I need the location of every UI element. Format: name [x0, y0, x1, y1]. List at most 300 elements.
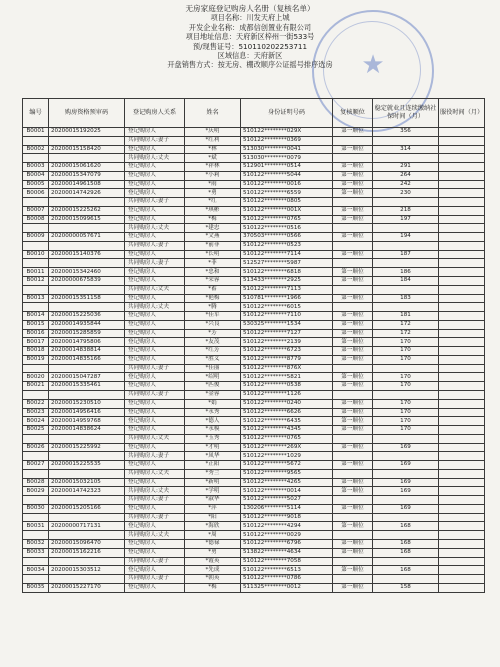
cell-social-security-months: 170	[373, 347, 439, 356]
cell-service-months	[439, 417, 485, 426]
cell-name: *梅	[185, 583, 241, 592]
cell-relation: 登记购房人	[125, 171, 185, 180]
cell-relation: 登记购房人	[125, 539, 185, 548]
table-row	[23, 241, 485, 250]
cell-name: *雨	[185, 180, 241, 189]
cell-name: *菲	[185, 259, 241, 268]
cell-name: *凤华	[185, 452, 241, 461]
cell-service-months	[439, 145, 485, 154]
cell-number: B0002	[23, 145, 49, 154]
table-row	[23, 347, 485, 356]
table-row	[23, 513, 485, 522]
cell-service-months	[439, 312, 485, 321]
cell-precheck-code: 20200015230510	[49, 399, 125, 408]
cell-social-security-months: 170	[373, 373, 439, 382]
cell-precheck-code	[49, 452, 125, 461]
col-header-id-number: 身份证明号码	[241, 99, 333, 128]
table-row	[23, 443, 485, 452]
cell-priority	[333, 434, 373, 443]
table-row	[23, 531, 485, 540]
cell-name: *学明	[185, 487, 241, 496]
cell-social-security-months	[373, 364, 439, 373]
cell-service-months	[439, 189, 485, 198]
cell-precheck-code: 20200015225262	[49, 206, 125, 215]
cell-name: *胜义	[185, 355, 241, 364]
cell-number	[23, 224, 49, 233]
cell-relation: 登记购房人	[125, 504, 185, 513]
cell-name: *金蓉	[185, 390, 241, 399]
cell-number: B0022	[23, 399, 49, 408]
cell-number	[23, 198, 49, 207]
table-row	[23, 320, 485, 329]
cell-id-number: 510122********5027	[241, 496, 333, 505]
cell-number: B0006	[23, 189, 49, 198]
cell-precheck-code	[49, 531, 125, 540]
cell-social-security-months	[373, 303, 439, 312]
cell-number: B0018	[23, 347, 49, 356]
cell-name: *佳丽	[185, 364, 241, 373]
table-row	[23, 469, 485, 478]
cell-precheck-code	[49, 513, 125, 522]
cell-service-months	[439, 531, 485, 540]
cell-service-months	[439, 250, 485, 259]
cell-priority	[333, 303, 373, 312]
cell-service-months	[439, 539, 485, 548]
cell-priority: 第一顺位	[333, 128, 373, 137]
table-row	[23, 566, 485, 575]
cell-relation: 登记购房人	[125, 338, 185, 347]
cell-service-months	[439, 320, 485, 329]
cell-name: *文燕	[185, 233, 241, 242]
cell-name: *娟	[185, 399, 241, 408]
cell-number: B0016	[23, 329, 49, 338]
cell-name: *先成	[185, 566, 241, 575]
cell-name: *霞英	[185, 557, 241, 566]
cell-relation: 登记购房人	[125, 373, 185, 382]
cell-service-months	[439, 171, 485, 180]
cell-number	[23, 259, 49, 268]
cell-service-months	[439, 566, 485, 575]
table-row	[23, 478, 485, 487]
cell-social-security-months: 172	[373, 329, 439, 338]
cell-relation: 登记购房人	[125, 548, 185, 557]
cell-relation: 登记购房人	[125, 347, 185, 356]
cell-relation: 共同购房人:妻子	[125, 496, 185, 505]
cell-number: B0009	[23, 233, 49, 242]
cell-service-months	[439, 355, 485, 364]
cell-id-number: 513433********2925	[241, 277, 333, 286]
cell-social-security-months: 169	[373, 504, 439, 513]
cell-priority	[333, 259, 373, 268]
cell-social-security-months	[373, 452, 439, 461]
cell-number: B0027	[23, 461, 49, 470]
cell-relation: 共同购房人:丈夫	[125, 469, 185, 478]
table-header-row	[23, 99, 485, 128]
cell-precheck-code	[49, 303, 125, 312]
cell-priority	[333, 136, 373, 145]
cell-number: B0020	[23, 373, 49, 382]
cell-relation: 共同购房人:妻子	[125, 557, 185, 566]
cell-id-number: 510122********001X	[241, 206, 333, 215]
cell-precheck-code: 20200015347079	[49, 171, 125, 180]
cell-id-number: 513030********0041	[241, 145, 333, 154]
cell-priority: 第一顺位	[333, 206, 373, 215]
cell-social-security-months	[373, 259, 439, 268]
cell-name: *匹俊	[185, 382, 241, 391]
cell-relation: 登记购房人	[125, 250, 185, 259]
cell-name: *永秀	[185, 408, 241, 417]
seal-star-icon: ★	[361, 50, 385, 80]
cell-priority: 第一顺位	[333, 417, 373, 426]
col-header-number: 编号	[23, 99, 49, 128]
cell-precheck-code: 20200014742926	[49, 189, 125, 198]
cell-service-months	[439, 163, 485, 172]
cell-priority: 第一顺位	[333, 329, 373, 338]
cell-priority: 第一顺位	[333, 312, 373, 321]
cell-relation: 共同购房人:丈夫	[125, 434, 185, 443]
cell-precheck-code: 20200014961508	[49, 180, 125, 189]
table-row	[23, 504, 485, 513]
cell-service-months	[439, 469, 485, 478]
cell-service-months	[439, 461, 485, 470]
cell-name: *海欣	[185, 522, 241, 531]
cell-id-number: 510122********0516	[241, 224, 333, 233]
cell-id-number: 510122********7058	[241, 557, 333, 566]
cell-number	[23, 557, 49, 566]
cell-social-security-months	[373, 241, 439, 250]
cell-social-security-months: 170	[373, 417, 439, 426]
cell-priority: 第一顺位	[333, 277, 373, 286]
cell-relation: 登记购房人	[125, 189, 185, 198]
cell-number: B0005	[23, 180, 49, 189]
cell-priority: 第一顺位	[333, 443, 373, 452]
table-row	[23, 583, 485, 592]
cell-service-months	[439, 583, 485, 592]
cell-id-number: 510122********0786	[241, 575, 333, 584]
cell-number: B0023	[23, 408, 49, 417]
cell-id-number: 510122********9018	[241, 513, 333, 522]
cell-precheck-code: 20200014959768	[49, 417, 125, 426]
cell-priority: 第一顺位	[333, 320, 373, 329]
cell-name: *秀兰	[185, 469, 241, 478]
cell-priority: 第一顺位	[333, 566, 373, 575]
cell-service-months	[439, 478, 485, 487]
cell-social-security-months	[373, 136, 439, 145]
cell-id-number: 510122********4345	[241, 426, 333, 435]
table-row	[23, 338, 485, 347]
cell-number: B0024	[23, 417, 49, 426]
cell-social-security-months: 264	[373, 171, 439, 180]
cell-priority: 第一顺位	[333, 539, 373, 548]
cell-name: *林	[185, 145, 241, 154]
cell-priority: 第一顺位	[333, 478, 373, 487]
cell-relation: 登记购房人	[125, 461, 185, 470]
cell-social-security-months: 181	[373, 312, 439, 321]
cell-social-security-months: 168	[373, 522, 439, 531]
cell-service-months	[439, 426, 485, 435]
cell-relation: 登记购房人	[125, 268, 185, 277]
cell-number	[23, 303, 49, 312]
cell-service-months	[439, 303, 485, 312]
cell-id-number: 513030********0079	[241, 154, 333, 163]
cell-id-number: 510122********1029	[241, 452, 333, 461]
table-row	[23, 434, 485, 443]
cell-name: *萍	[185, 504, 241, 513]
cell-id-number: 510122********4265	[241, 478, 333, 487]
cell-social-security-months	[373, 557, 439, 566]
cell-number: B0033	[23, 548, 49, 557]
cell-precheck-code	[49, 469, 125, 478]
cell-id-number: 510122********9565	[241, 469, 333, 478]
cell-precheck-code	[49, 390, 125, 399]
table-row	[23, 206, 485, 215]
col-header-priority: 复核顺位	[333, 99, 373, 128]
cell-relation: 共同购房人:妻子	[125, 259, 185, 268]
cell-social-security-months: 187	[373, 250, 439, 259]
cell-social-security-months: 169	[373, 487, 439, 496]
cell-priority	[333, 285, 373, 294]
table-row	[23, 461, 485, 470]
table-row	[23, 163, 485, 172]
cell-priority: 第一顺位	[333, 355, 373, 364]
cell-id-number: 510781********1966	[241, 294, 333, 303]
table-row	[23, 408, 485, 417]
cell-name: *周	[185, 531, 241, 540]
cell-service-months	[439, 408, 485, 417]
cell-name: *绍明	[185, 373, 241, 382]
cell-id-number: 130206********5114	[241, 504, 333, 513]
cell-social-security-months	[373, 434, 439, 443]
cell-id-number: 510122********1126	[241, 390, 333, 399]
cell-service-months	[439, 496, 485, 505]
cell-precheck-code	[49, 575, 125, 584]
cell-precheck-code	[49, 224, 125, 233]
cell-priority	[333, 198, 373, 207]
cell-service-months	[439, 136, 485, 145]
cell-service-months	[439, 504, 485, 513]
cell-priority: 第一顺位	[333, 399, 373, 408]
cell-relation: 共同购房人:妻子	[125, 198, 185, 207]
cell-relation: 登记购房人	[125, 399, 185, 408]
cell-number: B0034	[23, 566, 49, 575]
cell-number	[23, 452, 49, 461]
cell-service-months	[439, 154, 485, 163]
cell-number: B0004	[23, 171, 49, 180]
cell-relation: 登记购房人	[125, 128, 185, 137]
table-row	[23, 399, 485, 408]
cell-service-months	[439, 259, 485, 268]
cell-number: B0019	[23, 355, 49, 364]
cell-relation: 共同购房人:丈夫	[125, 224, 185, 233]
cell-service-months	[439, 522, 485, 531]
cell-precheck-code: 20200014795806	[49, 338, 125, 347]
cell-name: *佳军	[185, 312, 241, 321]
cell-priority	[333, 452, 373, 461]
table-row	[23, 128, 485, 137]
cell-id-number: 510122********0029	[241, 531, 333, 540]
cell-priority: 第一顺位	[333, 382, 373, 391]
document-header	[0, 4, 500, 70]
cell-relation: 登记购房人	[125, 145, 185, 154]
cell-precheck-code: 20200015162216	[49, 548, 125, 557]
cell-number	[23, 390, 49, 399]
cell-name: *腾	[185, 303, 241, 312]
cell-precheck-code: 20200015225535	[49, 461, 125, 470]
cell-number: B0017	[23, 338, 49, 347]
cell-relation: 共同购房人:妻子	[125, 513, 185, 522]
cell-service-months	[439, 329, 485, 338]
cell-precheck-code: 20200014835166	[49, 355, 125, 364]
cell-precheck-code: 20200000675839	[49, 277, 125, 286]
cell-service-months	[439, 338, 485, 347]
cell-precheck-code: 20200015192025	[49, 128, 125, 137]
cell-social-security-months: 172	[373, 320, 439, 329]
cell-id-number: 510122********0765	[241, 215, 333, 224]
cell-precheck-code: 20200014956416	[49, 408, 125, 417]
cell-id-number: 510122********6435	[241, 417, 333, 426]
cell-priority	[333, 154, 373, 163]
cell-social-security-months: 170	[373, 426, 439, 435]
cell-id-number: 510122********6626	[241, 408, 333, 417]
cell-precheck-code: 20200000717131	[49, 522, 125, 531]
cell-name: *荣蓉	[185, 277, 241, 286]
cell-priority: 第一顺位	[333, 548, 373, 557]
cell-relation: 登记购房人	[125, 294, 185, 303]
cell-priority: 第一顺位	[333, 250, 373, 259]
table-row	[23, 364, 485, 373]
cell-precheck-code: 20200015096470	[49, 539, 125, 548]
cell-number: B0035	[23, 583, 49, 592]
cell-relation: 登记购房人	[125, 426, 185, 435]
table-row	[23, 259, 485, 268]
cell-id-number: 510122********5672	[241, 461, 333, 470]
cell-relation: 登记购房人	[125, 478, 185, 487]
project-address: 项目地址信息：天府新区梓州一街533号	[185, 32, 315, 42]
cell-name: *琪彬	[185, 206, 241, 215]
cell-priority: 第一顺位	[333, 294, 373, 303]
cell-number: B0015	[23, 320, 49, 329]
cell-priority	[333, 241, 373, 250]
cell-id-number: 510122********4294	[241, 522, 333, 531]
cell-id-number: 510122********0765	[241, 434, 333, 443]
cell-precheck-code: 20200015285859	[49, 329, 125, 338]
cell-number: B0001	[23, 128, 49, 137]
cell-precheck-code: 20200015225992	[49, 443, 125, 452]
cell-priority: 第一顺位	[333, 171, 373, 180]
cell-name: *朝英	[185, 575, 241, 584]
col-header-relation: 登记购房人关系	[125, 99, 185, 128]
cell-social-security-months	[373, 285, 439, 294]
cell-service-months	[439, 215, 485, 224]
cell-social-security-months	[373, 390, 439, 399]
table-row	[23, 452, 485, 461]
cell-social-security-months: 356	[373, 128, 439, 137]
cell-service-months	[439, 198, 485, 207]
cell-id-number: 510122********7127	[241, 329, 333, 338]
cell-service-months	[439, 233, 485, 242]
cell-relation: 登记购房人	[125, 163, 185, 172]
cell-number: B0012	[23, 277, 49, 286]
cell-number: B0031	[23, 522, 49, 531]
document-title: 无房家庭登记购房人名册（复核名单）	[185, 4, 315, 13]
cell-priority	[333, 496, 373, 505]
cell-name: *勇	[185, 189, 241, 198]
cell-name: *德禄	[185, 539, 241, 548]
cell-priority	[333, 575, 373, 584]
cell-number: B0026	[23, 443, 49, 452]
cell-service-months	[439, 390, 485, 399]
cell-precheck-code: 20200015032105	[49, 478, 125, 487]
cell-social-security-months	[373, 198, 439, 207]
cell-name: *小莉	[185, 171, 241, 180]
table-row	[23, 180, 485, 189]
table-row	[23, 382, 485, 391]
cell-social-security-months: 197	[373, 215, 439, 224]
cell-social-security-months: 184	[373, 277, 439, 286]
cell-social-security-months: 168	[373, 548, 439, 557]
cell-precheck-code: 20200015335461	[49, 382, 125, 391]
cell-relation: 登记购房人	[125, 206, 185, 215]
cell-id-number: 510122********5044	[241, 171, 333, 180]
cell-id-number: 510122********6818	[241, 268, 333, 277]
cell-priority: 第一顺位	[333, 163, 373, 172]
cell-number: B0007	[23, 206, 49, 215]
cell-name: *芳	[185, 329, 241, 338]
cell-id-number: 530325********1534	[241, 320, 333, 329]
cell-precheck-code: 20200015158420	[49, 145, 125, 154]
cell-social-security-months: 218	[373, 206, 439, 215]
cell-priority: 第一顺位	[333, 233, 373, 242]
cell-number	[23, 434, 49, 443]
cell-relation: 登记购房人	[125, 233, 185, 242]
cell-name: *红	[185, 198, 241, 207]
cell-relation: 共同购房人:妻子	[125, 575, 185, 584]
cell-id-number: 510122********0240	[241, 399, 333, 408]
cell-social-security-months: 170	[373, 355, 439, 364]
cell-social-security-months: 170	[373, 338, 439, 347]
cell-relation: 登记购房人	[125, 355, 185, 364]
cell-service-months	[439, 373, 485, 382]
cell-service-months	[439, 487, 485, 496]
cell-service-months	[439, 399, 485, 408]
col-header-service-months: 服役时间（月）	[439, 99, 485, 128]
cell-precheck-code	[49, 259, 125, 268]
table-row	[23, 145, 485, 154]
cell-social-security-months: 168	[373, 539, 439, 548]
cell-id-number: 510122********6015	[241, 303, 333, 312]
cell-precheck-code: 20200015047287	[49, 373, 125, 382]
cell-number	[23, 241, 49, 250]
table-row	[23, 233, 485, 242]
cell-priority	[333, 469, 373, 478]
cell-id-number: 510122********029X	[241, 128, 333, 137]
cell-id-number: 510122********0014	[241, 487, 333, 496]
cell-relation: 共同购房人:妻子	[125, 364, 185, 373]
cell-service-months	[439, 180, 485, 189]
cell-precheck-code	[49, 241, 125, 250]
cell-priority: 第一顺位	[333, 145, 373, 154]
cell-precheck-code: 20200014838814	[49, 347, 125, 356]
cell-id-number: 510122********7113	[241, 285, 333, 294]
cell-service-months	[439, 277, 485, 286]
col-header-social-security-months: 稳定就业且连续缴纳社保时间（月）	[373, 99, 439, 128]
table-row	[23, 329, 485, 338]
cell-number	[23, 364, 49, 373]
project-name: 项目名称：川发天府上城	[210, 13, 290, 23]
cell-number	[23, 531, 49, 540]
cell-social-security-months: 183	[373, 294, 439, 303]
cell-name: *永模	[185, 426, 241, 435]
